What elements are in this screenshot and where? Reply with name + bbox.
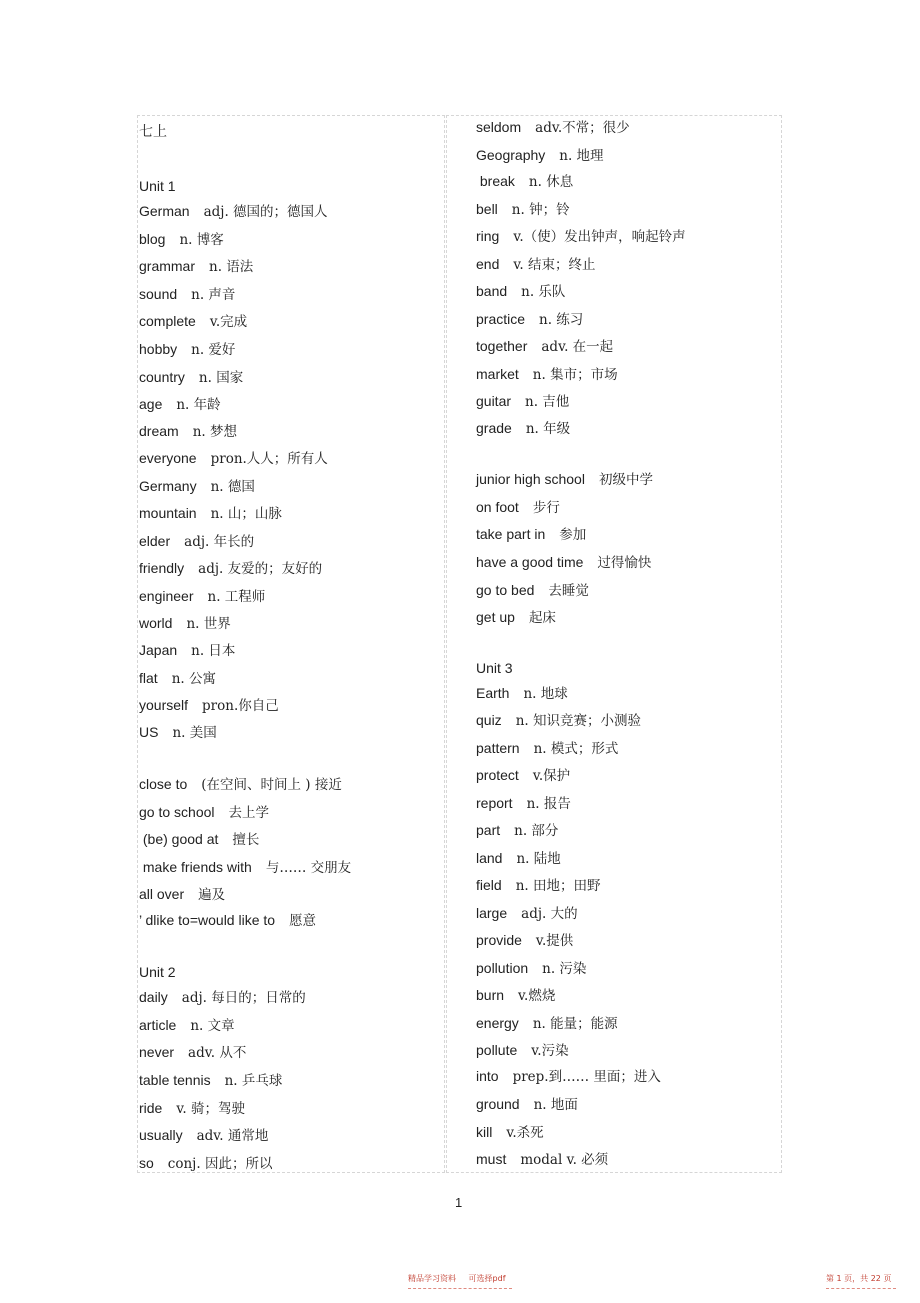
vocab-word: practice	[476, 311, 526, 327]
vocab-word: usually	[139, 1127, 183, 1143]
vocab-word: sound	[139, 286, 178, 302]
vocab-entry	[476, 227, 686, 246]
vocab-word: daily	[139, 989, 168, 1005]
vocab-word: land	[476, 850, 503, 866]
vocab-word: yourself	[139, 697, 189, 713]
section-heading	[476, 659, 513, 677]
vocab-word: (be) good at	[139, 831, 219, 847]
footer-left-label: 可选择pdf	[468, 1274, 506, 1283]
vocab-definition: n. 年龄	[176, 397, 221, 413]
vocab-word: US	[139, 724, 159, 740]
vocab-definition: v.杀死	[506, 1125, 544, 1141]
vocab-entry	[476, 1150, 608, 1169]
vocab-word: bell	[476, 201, 498, 217]
vocab-word: flat	[139, 670, 158, 686]
vocab-word: pollute	[476, 1042, 518, 1058]
vocab-definition: v.（使）发出钟声，响起铃声	[513, 229, 686, 245]
vocab-entry	[139, 1154, 272, 1173]
vocab-word: dream	[139, 423, 179, 439]
vocab-entry	[476, 200, 570, 219]
vocab-entry	[476, 282, 565, 301]
vocab-definition: n. 地球	[523, 686, 568, 702]
vocab-word: market	[476, 366, 519, 382]
vocab-definition: adv.不常；很少	[535, 120, 630, 136]
vocab-word: go to school	[139, 804, 215, 820]
vocab-definition: adj. 友爱的；友好的	[198, 561, 323, 577]
vocab-entry	[476, 1067, 661, 1086]
vocab-word: provide	[476, 932, 522, 948]
vocab-definition: n. 休息	[528, 174, 574, 190]
vocab-definition: modal v. 必须	[520, 1152, 609, 1168]
vocab-entry	[139, 532, 254, 551]
vocab-word: ’ dlike to=would like to	[139, 912, 276, 928]
vocab-definition: 去上学	[228, 805, 269, 821]
vocab-definition: pron.人人；所有人	[210, 451, 328, 467]
heading-text: Unit 2	[139, 964, 176, 980]
vocab-definition: v.燃烧	[518, 988, 556, 1004]
vocab-word: friendly	[139, 560, 185, 576]
vocab-definition: 愿意	[289, 913, 317, 929]
vocab-entry	[139, 285, 235, 304]
vocab-entry	[139, 1126, 268, 1145]
vocab-word: seldom	[476, 119, 522, 135]
vocab-definition: n. 练习	[539, 312, 584, 328]
vocab-definition: n. 田地；田野	[515, 878, 601, 894]
vocab-entry	[476, 146, 604, 165]
vocab-entry	[476, 931, 573, 950]
vocab-entry	[139, 911, 316, 930]
vocab-definition: n. 工程师	[207, 589, 266, 605]
vocab-definition: adv. 通常地	[196, 1128, 269, 1144]
vocab-definition: 参加	[559, 527, 587, 543]
vocab-entry	[139, 368, 243, 387]
vocab-word: energy	[476, 1015, 519, 1031]
section-heading	[139, 177, 176, 195]
vocab-word: hobby	[139, 341, 178, 357]
vocab-word: never	[139, 1044, 175, 1060]
vocab-definition: n. 知识竞赛；小测验	[515, 713, 641, 729]
vocab-entry	[476, 172, 573, 191]
vocab-definition: v.污染	[531, 1043, 569, 1059]
vocab-word: end	[476, 256, 500, 272]
vocab-definition: n. 乒乓球	[224, 1073, 283, 1089]
vocab-entry	[139, 230, 224, 249]
vocab-entry	[476, 766, 570, 785]
vocab-definition: 初级中学	[598, 472, 653, 488]
vocab-definition: v.提供	[535, 933, 574, 949]
vocab-definition: n. 梦想	[192, 424, 237, 440]
vocab-word: Earth	[476, 685, 510, 701]
vocab-definition: n. 文章	[190, 1018, 235, 1034]
vocab-word: junior high school	[476, 471, 585, 487]
vocab-entry	[139, 803, 269, 822]
vocab-definition: adv. 在一起	[541, 339, 614, 355]
vocab-entry	[476, 255, 595, 274]
vocab-definition: n. 地面	[533, 1097, 578, 1113]
vocab-definition: n. 美国	[172, 725, 217, 741]
vocab-entry	[139, 696, 279, 715]
vocab-entry	[476, 525, 586, 544]
vocab-word: burn	[476, 987, 505, 1003]
vocab-entry	[476, 470, 653, 489]
vocab-word: guitar	[476, 393, 512, 409]
vocab-word: have a good time	[476, 554, 584, 570]
vocab-entry	[476, 1014, 618, 1033]
vocab-word: table tennis	[139, 1072, 211, 1088]
vocab-entry	[139, 477, 255, 496]
vocab-entry	[476, 365, 618, 384]
vocab-definition: 步行	[532, 500, 560, 516]
vocab-entry	[139, 885, 225, 904]
vocab-entry	[476, 392, 569, 411]
vocab-entry	[476, 959, 586, 978]
vocab-word: country	[139, 369, 185, 385]
vocab-word: make friends with	[139, 859, 252, 875]
vocab-entry	[476, 419, 570, 438]
section-heading	[139, 963, 176, 981]
vocab-definition: n. 德国	[210, 479, 255, 495]
vocab-word: Germany	[139, 478, 197, 494]
vocab-word: take part in	[476, 526, 546, 542]
vocab-word: must	[476, 1151, 507, 1167]
vocab-entry	[139, 587, 265, 606]
vocab-word: blog	[139, 231, 166, 247]
vocab-word: elder	[139, 533, 171, 549]
vocab-word: close to	[139, 776, 188, 792]
vocab-definition: v.完成	[209, 314, 248, 330]
vocab-entry	[476, 1123, 544, 1142]
vocab-word: ride	[139, 1100, 163, 1116]
vocab-entry	[139, 830, 259, 849]
vocab-definition: n. 世界	[186, 616, 231, 632]
vocab-word: into	[476, 1068, 499, 1084]
left-column	[137, 115, 445, 1173]
vocab-entry	[139, 669, 216, 688]
vocab-definition: n. 报告	[526, 796, 571, 812]
page-number: 1	[455, 1195, 463, 1210]
vocab-entry	[139, 312, 247, 331]
vocab-definition: n. 爱好	[191, 342, 236, 358]
vocab-definition: n. 山；山脉	[210, 506, 282, 522]
vocab-entry	[476, 608, 556, 627]
vocab-definition: 去睡觉	[548, 583, 589, 599]
vocab-word: field	[476, 877, 502, 893]
heading-text: 七上	[139, 123, 167, 139]
vocab-entry	[476, 794, 571, 813]
vocab-entry	[139, 641, 235, 660]
vocab-entry	[139, 775, 342, 794]
vocab-word: age	[139, 396, 163, 412]
vocab-word: article	[139, 1017, 177, 1033]
vocab-entry	[139, 504, 282, 523]
vocab-definition: adj. 大的	[521, 906, 578, 922]
vocab-entry	[476, 337, 613, 356]
vocab-definition: n. 污染	[542, 961, 587, 977]
vocab-definition: n. 集市；市场	[532, 367, 618, 383]
vocab-entry	[476, 310, 583, 329]
vocab-word: German	[139, 203, 190, 219]
vocab-definition: n. 年级	[525, 421, 571, 437]
vocab-entry	[139, 723, 217, 742]
vocab-word: pattern	[476, 740, 520, 756]
vocab-entry	[139, 1043, 246, 1062]
vocab-definition: adj. 德国的；德国人	[203, 204, 328, 220]
vocab-entry	[139, 1071, 282, 1090]
vocab-word: everyone	[139, 450, 197, 466]
vocab-entry	[476, 553, 651, 572]
right-column	[446, 115, 782, 1173]
vocab-word: quiz	[476, 712, 502, 728]
vocab-word: engineer	[139, 588, 194, 604]
vocab-definition: n. 地理	[559, 148, 604, 164]
vocab-entry	[476, 876, 600, 895]
vocab-definition: v. 结束；终止	[513, 257, 596, 273]
vocab-entry	[139, 340, 235, 359]
heading-text: Unit 3	[476, 660, 513, 676]
vocab-word: Japan	[139, 642, 178, 658]
vocab-definition: v.保护	[532, 768, 571, 784]
heading-text: Unit 1	[139, 178, 176, 194]
vocab-word: go to bed	[476, 582, 535, 598]
vocab-definition: n. 声音	[191, 287, 236, 303]
vocab-definition: adv. 从不	[188, 1045, 247, 1061]
vocab-word: mountain	[139, 505, 197, 521]
vocab-word: together	[476, 338, 528, 354]
vocab-word: large	[476, 905, 508, 921]
footer-rule	[826, 1288, 896, 1289]
vocab-definition: n. 日本	[191, 643, 236, 659]
vocab-entry	[139, 1099, 245, 1118]
vocab-word: complete	[139, 313, 196, 329]
vocab-definition: prep.到…… 里面；进入	[512, 1069, 661, 1085]
vocab-entry	[139, 449, 328, 468]
vocab-entry	[476, 118, 630, 137]
vocab-word: grade	[476, 420, 512, 436]
vocab-definition: n. 吉他	[525, 394, 570, 410]
vocab-definition: 起床	[528, 610, 556, 626]
vocab-entry	[476, 1041, 569, 1060]
vocab-word: grammar	[139, 258, 196, 274]
vocab-word: all over	[139, 886, 185, 902]
vocab-definition: 遍及	[198, 887, 226, 903]
footer-page-count: 第 1 页，共 22 页	[826, 1274, 892, 1283]
vocab-word: part	[476, 822, 501, 838]
vocab-word: so	[139, 1155, 154, 1171]
vocab-word: on foot	[476, 499, 519, 515]
vocab-definition: n. 国家	[198, 370, 244, 386]
vocab-definition: n. 钟；铃	[511, 202, 570, 218]
section-heading	[139, 122, 167, 140]
vocab-entry	[139, 395, 221, 414]
vocab-entry	[139, 202, 328, 221]
footer-rule	[408, 1288, 512, 1289]
footer-left	[408, 1273, 516, 1284]
vocab-definition: conj. 因此；所以	[167, 1156, 273, 1172]
vocab-definition: n. 陆地	[516, 851, 561, 867]
vocab-definition: v. 骑；驾驶	[176, 1101, 245, 1117]
vocab-entry	[476, 581, 589, 600]
vocab-definition: n. 语法	[209, 259, 254, 275]
vocab-definition: pron.你自己	[202, 698, 279, 714]
vocab-word: world	[139, 615, 173, 631]
vocab-definition: n. 乐队	[521, 284, 566, 300]
vocab-word: band	[476, 283, 508, 299]
vocab-definition: 过得愉快	[597, 555, 652, 571]
vocab-definition: n. 公寓	[171, 671, 216, 687]
vocab-word: protect	[476, 767, 519, 783]
vocab-word: get up	[476, 609, 515, 625]
vocab-word: break	[476, 173, 515, 189]
vocab-word: kill	[476, 1124, 493, 1140]
vocab-definition: adj. 年长的	[184, 534, 255, 550]
footer-left-label: 精品学习资料	[408, 1274, 456, 1283]
vocab-definition: adj. 每日的；日常的	[181, 990, 306, 1006]
vocab-definition: 擅长	[232, 832, 260, 848]
vocab-entry	[476, 821, 558, 840]
vocab-entry	[476, 849, 561, 868]
vocab-entry	[476, 986, 555, 1005]
vocab-entry	[476, 711, 641, 730]
vocab-entry	[476, 498, 560, 517]
vocab-definition: 与…… 交朋友	[265, 860, 352, 876]
vocab-entry	[139, 257, 253, 276]
vocab-entry	[476, 1095, 578, 1114]
vocab-word: report	[476, 795, 513, 811]
vocab-definition: (在空间、时间上 ) 接近	[201, 777, 342, 793]
vocab-entry	[139, 614, 231, 633]
vocab-definition: n. 部分	[514, 823, 559, 839]
vocab-definition: n. 模式；形式	[533, 741, 619, 757]
vocab-word: ring	[476, 228, 500, 244]
vocab-entry	[139, 559, 322, 578]
vocab-word: pollution	[476, 960, 529, 976]
vocab-entry	[139, 858, 351, 877]
vocab-entry	[476, 684, 568, 703]
vocab-entry	[139, 1016, 235, 1035]
vocab-word: ground	[476, 1096, 520, 1112]
vocab-entry	[476, 739, 618, 758]
vocab-definition: n. 能量；能源	[532, 1016, 618, 1032]
vocab-entry	[139, 422, 237, 441]
vocab-definition: n. 博客	[179, 232, 224, 248]
vocab-word: Geography	[476, 147, 546, 163]
vocab-entry	[139, 988, 306, 1007]
vocab-entry	[476, 904, 578, 923]
